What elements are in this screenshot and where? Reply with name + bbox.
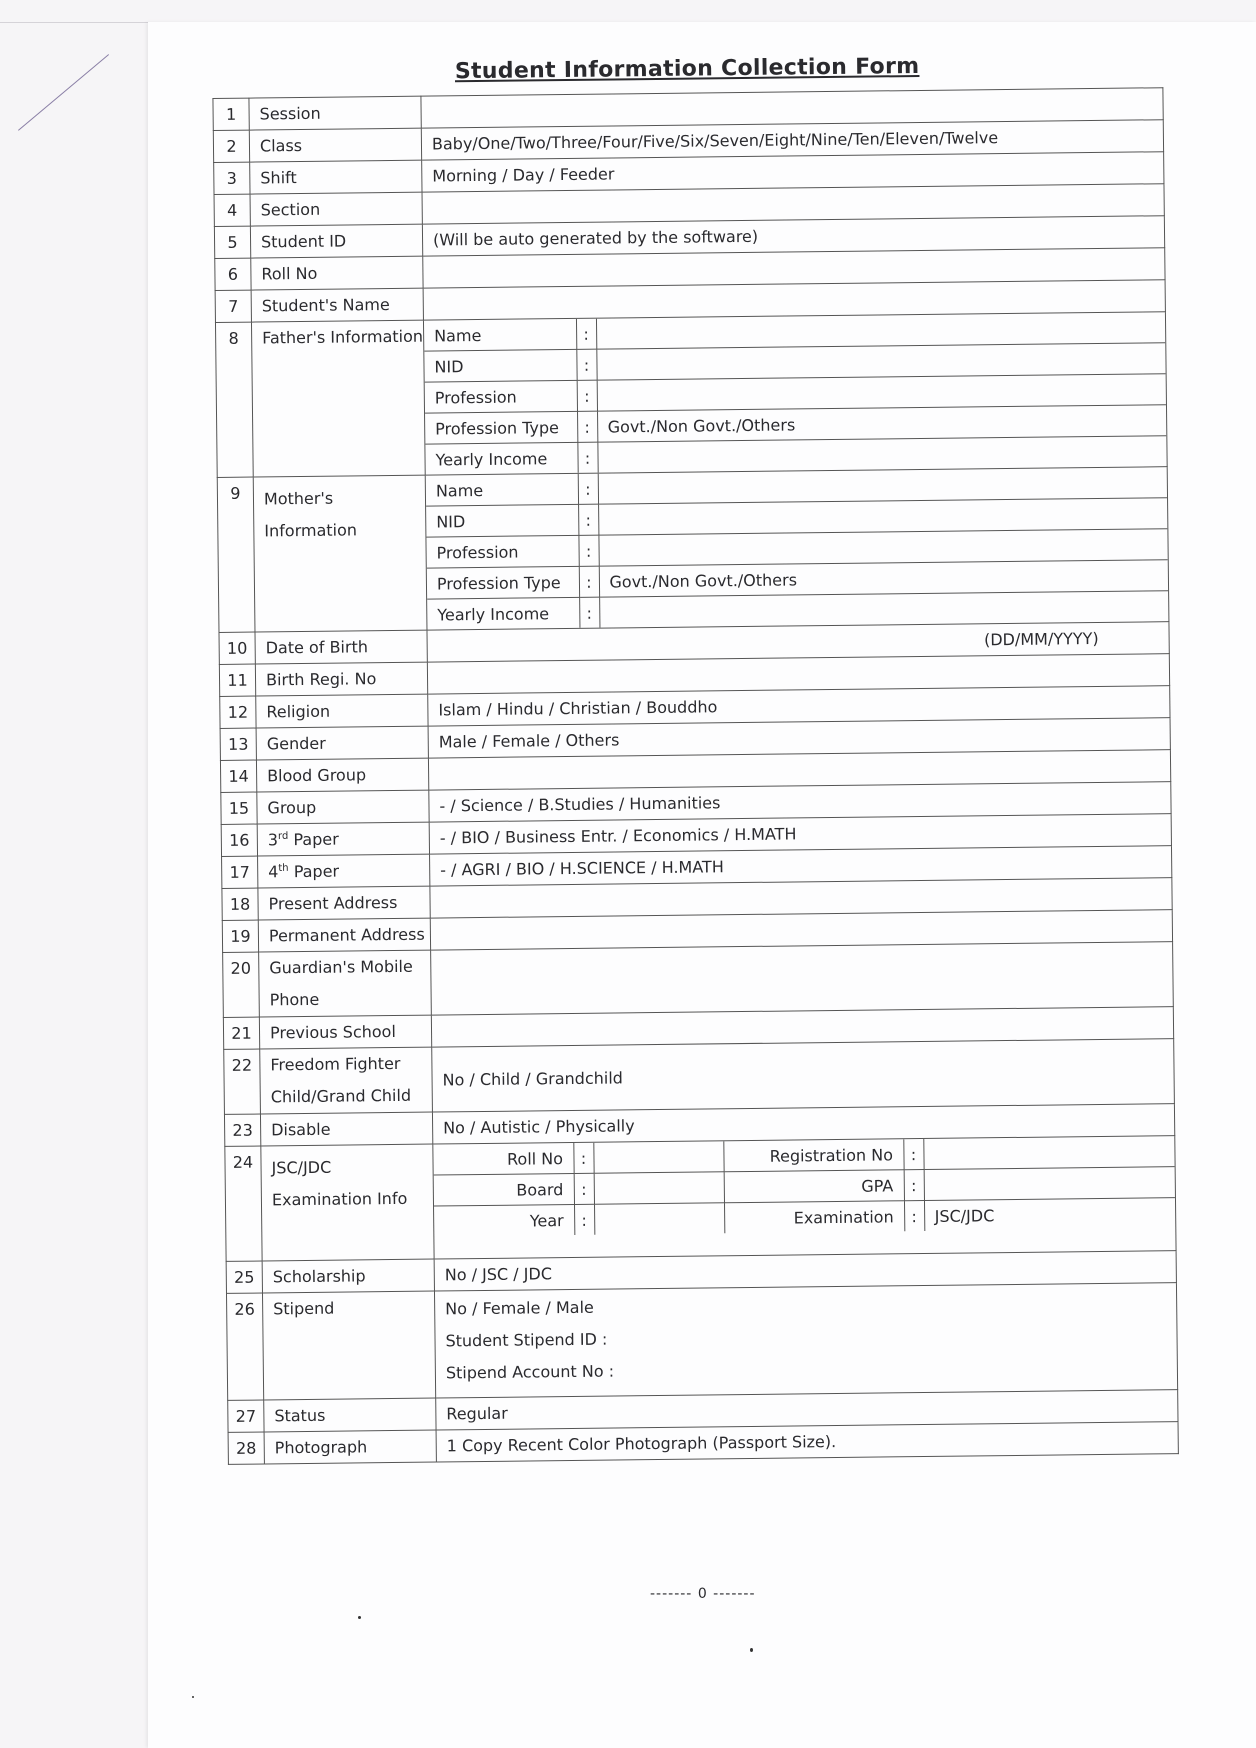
label-ordinal: 3 [267,830,279,850]
row-jsc-jdc-exam-info [225,1136,1176,1262]
field-colon: : [576,349,596,380]
field-value[interactable]: JSC/JDC [924,1198,1175,1231]
row-number: 4 [214,194,250,226]
field-label: Profession Type [425,411,577,444]
field-colon: : [579,597,599,628]
row-value[interactable]: Morning / Day / Feeder [422,152,1164,192]
row-value[interactable]: 1 Copy Recent Color Photograph (Passport Size). [436,1422,1178,1462]
row-label: Group [257,790,429,824]
field-label: NID [424,349,576,382]
row-label: Class [249,128,421,162]
row-number: 28 [228,1432,264,1464]
row-number: 22 [224,1049,261,1114]
row-number: 5 [214,226,250,258]
pen-mark [18,54,109,131]
row-label-line: Phone [269,989,320,1010]
row-label: Present Address [258,886,430,920]
row-label: Previous School [259,1015,431,1049]
row-label-line: Examination Info [271,1188,408,1210]
field-colon: : [903,1139,923,1170]
row-value[interactable]: No / Child / Grandchild [432,1039,1175,1112]
field-colon: : [576,319,596,350]
form-end-marker: ------- 0 ------- [650,1586,756,1602]
row-label: Status [264,1398,436,1432]
row-label: Religion [256,694,428,728]
row-value[interactable]: - / Science / B.Studies / Humanities [429,782,1171,822]
row-value[interactable] [434,1283,1177,1398]
row-stipend [226,1283,1177,1401]
row-number: 23 [224,1114,260,1146]
row-number: 26 [226,1293,263,1400]
row-label: Blood Group [256,758,428,792]
field-value[interactable] [593,1141,723,1173]
row-number: 6 [215,258,251,290]
row-label: Father's Information [251,320,425,477]
row-label: Disable [260,1112,432,1146]
row-label-line: JSC/JDC [271,1157,332,1178]
field-label: Yearly Income [425,442,577,474]
row-number: 11 [219,664,255,696]
field-label: NID [426,504,578,537]
date-format-hint: (DD/MM/YYYY) [983,628,1099,649]
row-label-line: Freedom Fighter [270,1053,401,1075]
row-label: Stipend [262,1291,435,1400]
student-information-form [212,49,1178,1465]
jsc-fields [433,1136,1176,1259]
field-value[interactable] [923,1136,1174,1169]
field-value[interactable] [594,1172,724,1204]
row-value[interactable]: No / Autistic / Physically [432,1104,1174,1144]
field-label: Yearly Income [427,597,579,629]
row-number: 20 [223,952,260,1017]
row-value[interactable]: - / BIO / Business Entr. / Economics / H.MATH [429,814,1171,854]
row-label-line: Guardian's Mobile [269,956,413,978]
row-label [261,1144,434,1261]
label-ordinal-suffix: th [278,862,289,874]
speck [750,1648,753,1652]
row-value[interactable]: Baby/One/Two/Three/Four/Five/Six/Seven/Eight/Nine/Ten/Eleven/Twelve [421,120,1163,160]
row-label-line: Child/Grand Child [270,1085,412,1107]
row-guardian-mobile [223,942,1174,1018]
field-colon: : [574,1204,594,1235]
field-colon: : [577,442,597,473]
row-label: Shift [250,160,422,194]
row-value[interactable]: - / AGRI / BIO / H.SCIENCE / H.MATH [430,846,1172,886]
field-value[interactable]: Govt./Non Govt./Others [599,560,1168,597]
row-number: 16 [221,824,257,856]
row-number: 2 [213,130,249,162]
field-label: GPA [724,1170,904,1203]
row-label: Session [249,96,421,130]
row-number: 1 [213,98,249,130]
row-label: Birth Regi. No [255,662,427,696]
row-value[interactable]: Male / Female / Others [428,718,1170,758]
field-colon: : [577,411,597,442]
row-value[interactable] [431,942,1174,1015]
row-freedom-fighter [224,1039,1175,1115]
field-colon: : [904,1169,924,1200]
field-label: Board [434,1173,574,1206]
row-mother-information [217,467,1169,633]
row-number: 7 [215,290,251,322]
field-colon: : [904,1200,924,1231]
stipend-account-field[interactable]: Stipend Account No : [445,1361,615,1383]
row-label [253,475,427,632]
row-value[interactable]: Regular [436,1390,1178,1430]
father-subtable [424,312,1167,474]
row-label: Student ID [250,224,422,258]
row-number: 19 [222,920,258,952]
field-label: Profession [426,535,578,568]
row-label [260,1047,433,1114]
row-number: 18 [222,888,258,920]
row-number: 3 [214,162,250,194]
row-number: 8 [215,322,253,477]
field-label: Registration No [723,1139,903,1172]
row-number: 17 [222,856,258,888]
row-label: Gender [256,726,428,760]
row-number: 14 [220,760,256,792]
field-label: Name [424,319,576,351]
row-number: 10 [219,632,255,664]
field-colon: : [578,474,598,505]
field-colon: : [579,566,599,597]
stipend-id-field[interactable]: Student Stipend ID : [445,1329,608,1351]
row-number: 24 [225,1146,262,1261]
row-label [259,950,432,1017]
row-label-line: Information [264,520,358,541]
row-label: Permanent Address [258,918,430,952]
field-value[interactable] [594,1203,724,1235]
field-value[interactable]: Govt./Non Govt./Others [597,405,1166,442]
row-number: 21 [223,1017,259,1049]
row-number: 25 [226,1261,262,1293]
row-label [258,854,430,888]
row-label: Scholarship [262,1259,434,1293]
row-label: Section [250,192,422,226]
row-number: 9 [217,477,255,632]
mother-fields [425,467,1169,630]
row-label: Roll No [251,256,423,290]
row-number: 12 [220,696,256,728]
field-value[interactable] [924,1167,1175,1201]
label-ordinal-suffix: rd [277,830,289,842]
field-label: Roll No [433,1143,573,1175]
row-value[interactable]: No / JSC / JDC [434,1251,1176,1291]
form-title: Student Information Collection Form [454,53,920,85]
row-label: Date of Birth [255,630,427,664]
mother-subtable [426,467,1169,629]
row-label: Photograph [264,1430,436,1464]
field-label: Profession Type [427,566,579,599]
field-colon: : [578,504,598,535]
field-label: Name [426,474,578,506]
field-colon: : [574,1173,594,1204]
jsc-subtable [433,1136,1175,1258]
father-fields [423,312,1167,475]
field-colon: : [577,380,597,411]
field-label: Profession [425,380,577,413]
row-number: 27 [228,1400,264,1432]
speck [192,1696,194,1698]
field-label: Year [434,1204,574,1236]
speck [358,1616,361,1619]
form-table [212,87,1178,1465]
field-label: Examination [724,1201,904,1234]
row-number: 13 [220,728,256,760]
field-colon: : [573,1143,593,1174]
label-ordinal: 4 [268,862,279,882]
field-colon: : [578,535,598,566]
label-text: Paper [288,861,340,882]
row-father-information [215,312,1167,478]
row-value[interactable]: (Will be auto generated by the software) [422,216,1164,256]
row-label-line: Mother's [263,488,334,509]
row-label: Student's Name [251,288,423,322]
row-value[interactable]: Islam / Hindu / Christian / Bouddho [428,686,1170,726]
row-label [257,822,429,856]
label-text: Paper [288,829,339,850]
stipend-options: No / Female / Male [445,1297,594,1319]
row-number: 15 [221,792,257,824]
